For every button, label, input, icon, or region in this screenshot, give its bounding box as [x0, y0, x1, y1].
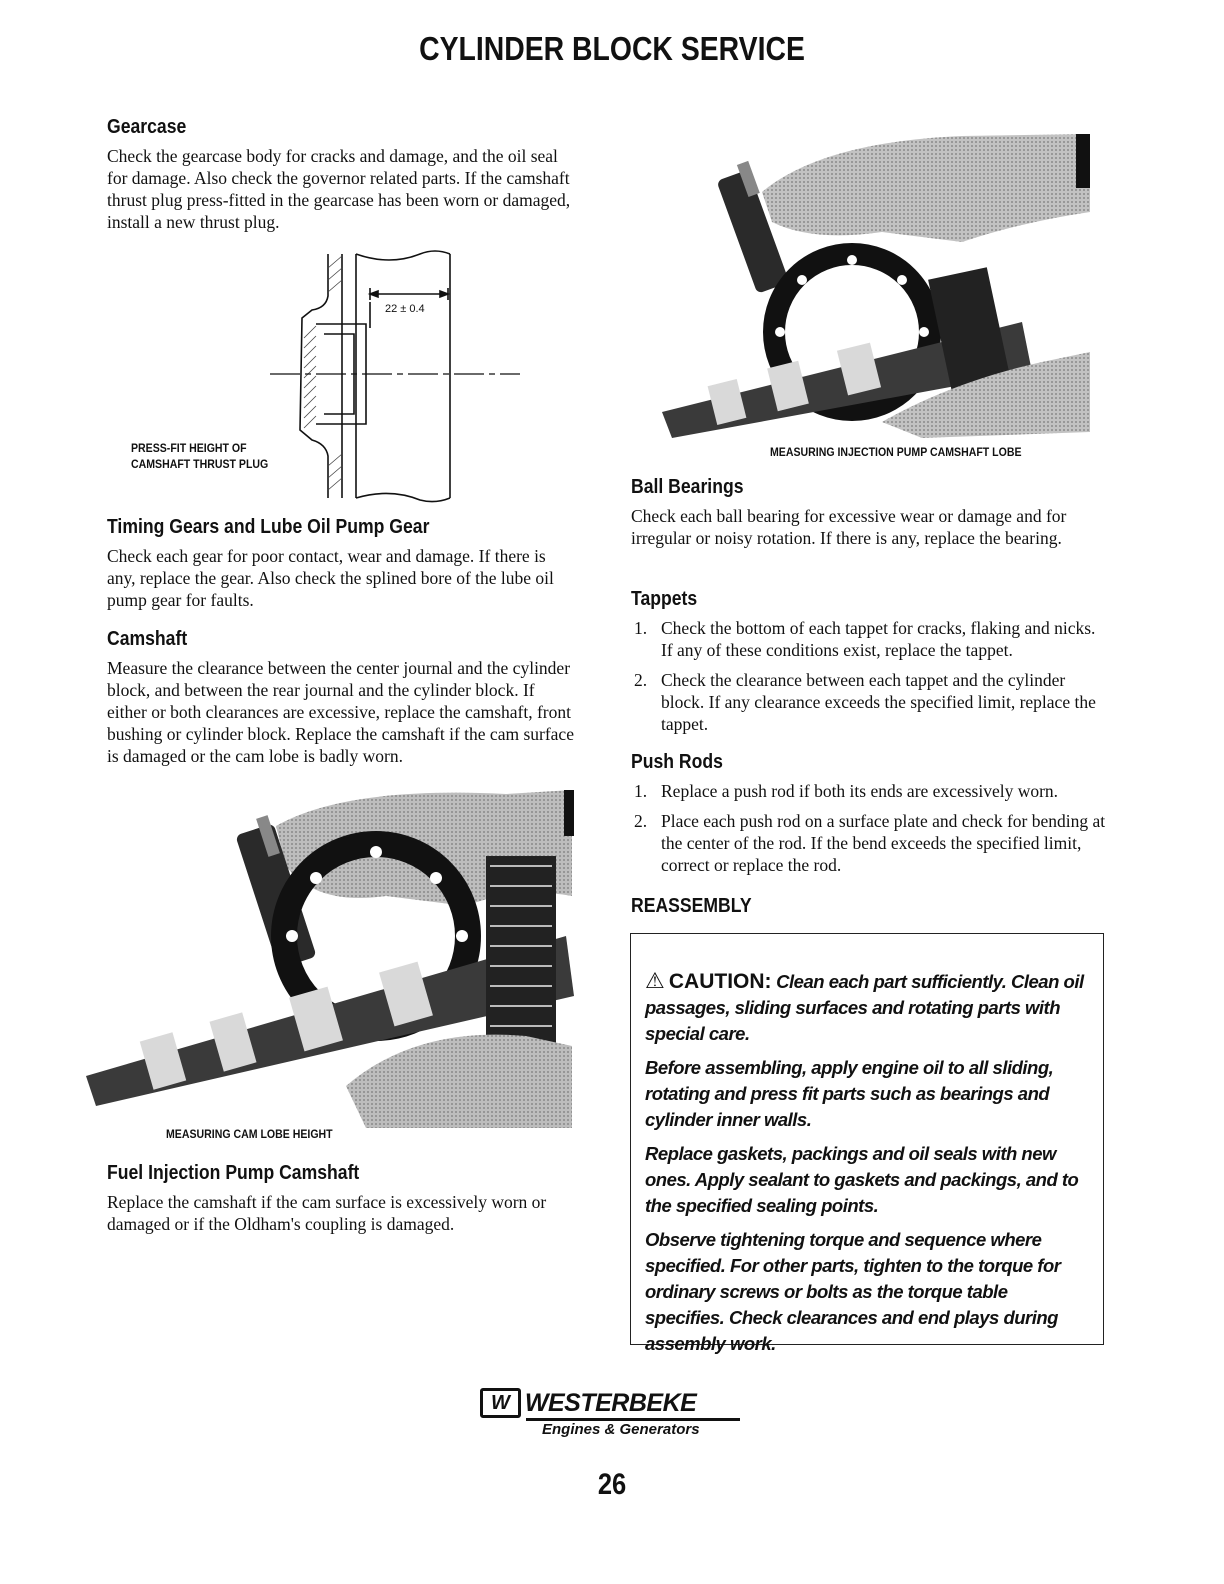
item-number: 1. — [634, 618, 648, 638]
left-column — [107, 116, 577, 233]
diagram-caption-2: CAMSHAFT THRUST PLUG — [131, 457, 269, 471]
ball-bearings-section — [631, 476, 1109, 549]
item-number: 2. — [634, 811, 648, 831]
caution-box — [630, 933, 1104, 1354]
timing-text: Check each gear for poor contact, wear and damage. If there is any, replace the gear. Also check the splined bore of the lube oil pump gear for faults. — [107, 546, 554, 610]
caution-intro-text: Clean each part sufficiently. Clean oil passages, sliding surfaces and rotating parts with special care. — [645, 971, 1084, 1044]
list-item — [631, 810, 1109, 876]
push-rods-heading: Push Rods — [631, 751, 723, 773]
camshaft-text: Measure the clearance between the center journal and the cylinder block, and between the rear journal and the cylinder block. If either or both clearances are excessive, replace the camshaft, front bushing or cylinder block. Replace the camshaft if the cam surface is damaged or the cam lobe is badly worn. — [107, 658, 574, 766]
caution-intro — [645, 968, 1089, 1047]
fuel-pump-section — [107, 1162, 577, 1235]
page-number: 26 — [597, 1468, 627, 1501]
caution-label: CAUTION: — [668, 970, 772, 993]
brand-tagline: Engines & Generators — [542, 1421, 700, 1438]
push-rods-section — [631, 751, 1109, 884]
camshaft-section — [107, 628, 577, 767]
fuel-pump-text: Replace the camshaft if the cam surface is excessively worn or damaged or if the Oldham's coupling is damaged. — [107, 1192, 547, 1234]
ball-bearings-heading: Ball Bearings — [631, 476, 744, 498]
caution-paragraph: Observe tightening torque and sequence where specified. For other parts, tighten to the torque for ordinary screws or bolts as the torque table specifies. Check clearances and end plays during assembly work. — [645, 1229, 1061, 1354]
ball-bearings-text: Check each ball bearing for excessive wear or damage and for irregular or noisy rotation. If there is any, replace the bearing. — [631, 506, 1067, 548]
reassembly-heading: REASSEMBLY — [631, 895, 752, 917]
cam-lobe-photo — [86, 786, 574, 1128]
injection-pump-caption: MEASURING INJECTION PUMP CAMSHAFT LOBE — [770, 445, 1022, 459]
caution-paragraph: Before assembling, apply engine oil to all sliding, rotating and press fit parts such as bearings and cylinder inner walls. — [645, 1057, 1054, 1130]
timing-section — [107, 516, 577, 611]
brand-name: WESTERBEKE — [524, 1388, 697, 1417]
list-item — [631, 780, 1109, 802]
caution-paragraph: Replace gaskets, packings and oil seals with new ones. Apply sealant to gaskets and packings, and to the specified sealing points. — [645, 1143, 1079, 1216]
item-number: 2. — [634, 670, 648, 690]
timing-heading: Timing Gears and Lube Oil Pump Gear — [107, 516, 430, 538]
camshaft-heading: Camshaft — [107, 628, 188, 650]
brand-logo-mark: W — [480, 1388, 521, 1418]
gearcase-text: Check the gearcase body for cracks and damage, and the oil seal for damage. Also check the governor related parts. If the camshaft thrust plug press-fitted in the gearcase has been worn or damaged, install a new thrust plug. — [107, 146, 571, 232]
dimension-label: 22 ± 0.4 — [385, 303, 425, 315]
gearcase-heading: Gearcase — [107, 116, 187, 138]
diagram-caption-1: PRESS-FIT HEIGHT OF — [131, 441, 247, 455]
footer-logo — [480, 1388, 740, 1438]
item-text: Place each push rod on a surface plate and check for bending at the center of the rod. If the bend exceeds the specified limit, correct or replace the rod. — [661, 811, 1106, 875]
item-number: 1. — [634, 781, 648, 801]
cam-lobe-caption: MEASURING CAM LOBE HEIGHT — [166, 1127, 333, 1141]
item-text: Replace a push rod if both its ends are excessively worn. — [661, 781, 1059, 801]
tappets-heading: Tappets — [631, 588, 698, 610]
list-item — [631, 669, 1109, 735]
warning-icon: ⚠ — [645, 968, 665, 993]
list-item — [631, 617, 1109, 661]
injection-pump-photo — [662, 132, 1090, 442]
thrust-plug-diagram — [270, 248, 520, 506]
tappets-section — [631, 588, 1109, 743]
item-text: Check the clearance between each tappet and the cylinder block. If any clearance exceeds the specified limit, replace the tappet. — [661, 670, 1096, 734]
fuel-pump-heading: Fuel Injection Pump Camshaft — [107, 1162, 360, 1184]
page-title: CYLINDER BLOCK SERVICE — [419, 30, 805, 67]
item-text: Check the bottom of each tappet for cracks, flaking and nicks. If any of these conditions exist, replace the tappet. — [661, 618, 1096, 660]
